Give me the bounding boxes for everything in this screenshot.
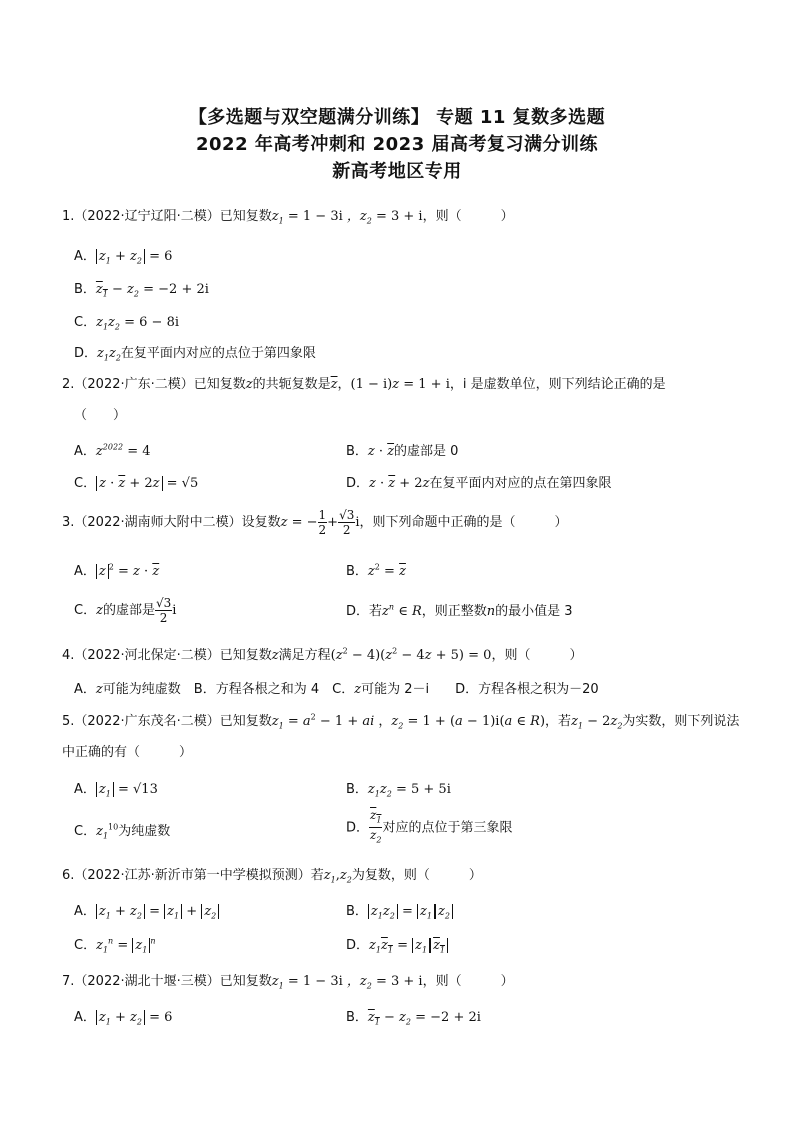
q5-stem: 5.（2022·广东茂名·二模）已知复数$z_1 = a^2 - 1$ + ai ，$z_2 = 1 + (a - 1)i(a$ ∈ R)，若$z_1 - 2z_2$为实数，则下列说法 [62,712,740,731]
q3-option-d: D．若$z^n$ ∈ R，则正整数n的最小值是 3 [346,602,573,619]
q6-stem: 6.（2022·江苏·新沂市第一中学模拟预测）若$z_1,z_2$为复数，则（ ） [62,868,482,885]
q5-option-b: B．$z_1z_2 = 5 + 5i$ [346,782,451,799]
q1-math: $z_1 = 1 - 3i$ ，$z_2 = 3 + i$ [271,209,423,226]
q7-option-b: B．$z_1 - z_2 = -2 + 2i$ [346,1010,481,1027]
q1-option-a: A． $z_1 + z_2 = 6$ [74,249,173,266]
q7-stem: 7.（2022·湖北十堰·三模）已知复数$z_1 = 1 - 3i$ ，$z_2 = 3 + i$，则（ ） [62,974,514,991]
q2-option-c: C． $z \cdot \overline{z} + 2z = √5$ [74,476,199,491]
q6-option-b: B． $z_1z_2 = z_1$ $z_2$ [346,900,453,921]
q7-option-a: A． $z_1 + z_2 = 6$ [74,1010,173,1027]
q3-option-c: C．z的虚部是 $\frac{√3}{2}$ i [74,596,177,625]
q1-stem: 1.（2022·辽宁辽阳·二模）已知复数$z_1 = 1 - 3i$ ，$z_2 = 3 + i$，则（ ） [62,209,514,226]
document-region: 新高考地区专用 [332,161,462,182]
q1-option-d: D．$z_1z_2$在复平面内对应的点位于第四象限 [74,346,316,363]
q5-option-c: C．$z_1^{10}$为纯虚数 [74,822,171,841]
q1-option-c: C．$z_1z_2 = 6 - 8i$ [74,315,180,332]
q1-option-b: B．$z_1 - z_2 = -2 + 2i$ [74,282,209,299]
q4-options: A．z可能为纯虚数 B．方程各根之和为 4 C．z可能为 2－i D．方程各根之积为－20 [74,682,599,697]
q5-stem-line2: 中正确的有（ ） [62,745,193,760]
q2-stem: 2.（2022·广东·二模）已知复数z的共轭复数是$\overline{z}$，(1 − i)z = 1 + i，i 是虚数单位，则下列结论正确的是 [62,377,666,392]
q5-option-a: A． $z_1 = √13$ [74,782,158,799]
q6-option-a: A． $z_1 + z_2 = z_1 + z_2$ [74,900,219,921]
q2-option-a: A．$z^{2022} = 4$ [74,442,151,459]
document-title: 【多选题与双空题满分训练】 专题 11 复数多选题 [188,107,606,128]
q5-option-d: D． $\frac{z_1}{z_2}$ 对应的点位于第三象限 [346,808,513,845]
q3-option-b: B．$z^2 = \overline{z}$ [346,562,406,579]
q4-stem: 4.（2022·河北保定·二模）已知复数z满足方程$(z^2 - 4)(z^2 - 4z + 5) = 0$，则（ ） [62,646,583,663]
q6-option-d: D．$z_1z_1 = z_1$ $z_1$ [346,934,448,955]
q3-option-a: A． z $^2 = z \cdot \overline{z}$ [74,562,160,579]
q6-option-c: C．$z_1^n = z_1^n$ [74,936,156,955]
q3-stem: 3.（2022·湖南师大附中二模）设复数z = − $\frac{1}{2}$ + $\frac{√3}{2}$ i，则下列命题中正确的是（ ） [62,508,568,537]
q2-option-d: D．$z \cdot \overline{z} + 2z$在复平面内对应的点在第四象限 [346,476,612,491]
document-subtitle: 2022 年高考冲刺和 2023 届高考复习满分训练 [196,134,598,155]
q2-option-b: B．$z \cdot \overline{z}$的虚部是 0 [346,444,459,459]
q2-stem-line2: （ ） [74,408,127,423]
